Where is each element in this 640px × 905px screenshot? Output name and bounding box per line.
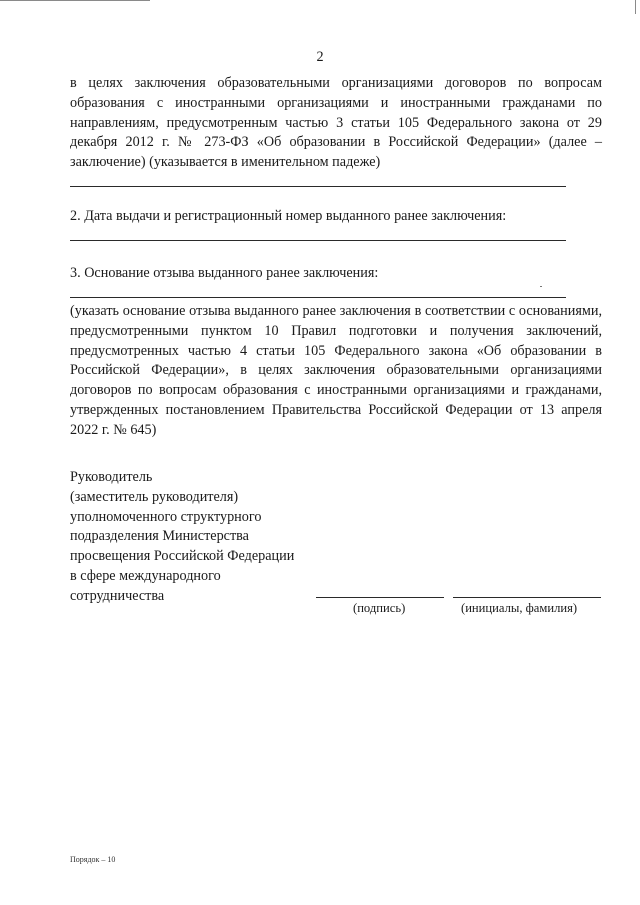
name-caption: (инициалы, фамилия) — [461, 601, 578, 615]
signatory-line: в сфере международного — [70, 567, 221, 584]
signature-caption: (подпись) — [353, 601, 406, 615]
signatory-line: просвещения Российской Федерации — [70, 548, 295, 565]
signatory-block — [70, 468, 330, 607]
reason-note: (указать основание отзыва выданного ранее заключения в соответствии с основаниями, предусмотренными пунктом 10 Правил подготовки и получения заключений, предусмотренных частью 4 статьи 105 Федерального закона «Об образовании в Российской Федерации», в целях заключения образовательными организациями договоров по вопросам образования с иностранными организациями и гражданами, утвержденных постановлением Правительства Российской Федерации от 13 апреля 2022 г. № 645) — [70, 303, 602, 438]
page-number: 2 — [316, 49, 324, 65]
intro-paragraph: в целях заключения образовательными организациями договоров по вопросам образования с иностранными организациями и иностранными гражданами по направлениям, предусмотренным частью 3 статьи 105 Федерального закона от 29 декабря 2012 г. № 273-ФЗ «Об образовании в Российской Федерации» (далее – заключение) (указывается в именительном падеже) — [70, 75, 602, 171]
scan-edge-right — [635, 0, 636, 14]
intro-fill-line — [70, 186, 566, 187]
item-2-label: 2. Дата выдачи и регистрационный номер выданного ранее заключения: — [70, 208, 507, 224]
item-3-label: 3. Основание отзыва выданного ранее заключения: — [70, 265, 379, 281]
scan-edge-top — [0, 0, 150, 1]
signatory-line: Руководитель — [70, 469, 153, 485]
signatory-line: (заместитель руководителя) — [70, 488, 239, 505]
name-line — [453, 597, 601, 598]
signatory-line: уполномоченного структурного — [70, 508, 262, 525]
item-2-fill-line — [70, 240, 566, 241]
item-3-fill-line — [70, 297, 566, 298]
signature-line — [316, 597, 444, 598]
footer-label: Порядок – 10 — [70, 855, 116, 864]
scan-speck — [540, 286, 542, 287]
signatory-line: подразделения Министерства — [70, 528, 249, 545]
signatory-line: сотрудничества — [70, 587, 165, 604]
